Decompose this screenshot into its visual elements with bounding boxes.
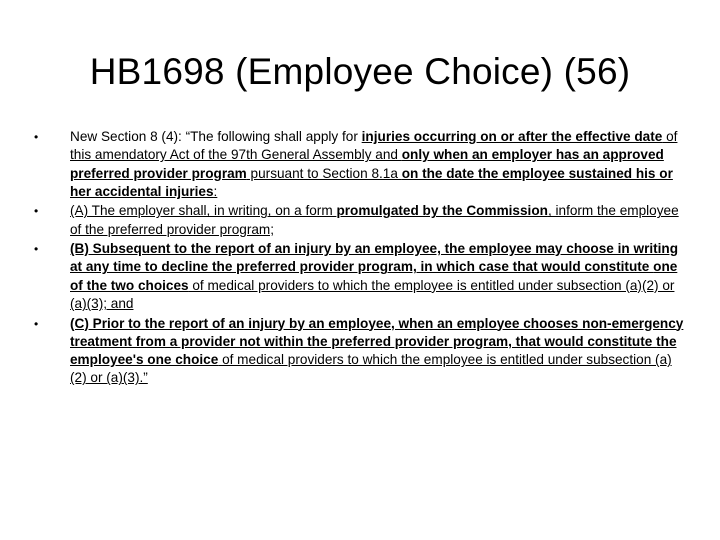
bullet-dot: • [34,242,39,257]
bullet-segment: (B) Subsequent to the report of an injury by an employee, the employee may choose in writing at any time to decline the preferred provider program, in which case that would constitute [70,241,679,275]
bullet-segment: : [213,183,218,199]
bullet-item [34,128,684,201]
bullet-dot: • [34,130,39,144]
bullet-item [34,202,684,239]
bullet-dot: • [34,204,39,219]
bullet-segment: pursuant to Section 8.1a [246,165,402,181]
bullet-segment: of medical providers to which the employee is entitled under subsection (a)(2) or (a)(3); and [70,277,675,312]
bullet-segment: , inform the employee of the preferred provider program; [70,203,679,237]
bullet-item [34,315,684,388]
bullet-segment: promulgated by the Commission [336,203,548,219]
bullet-segment: injuries occurring on or after the effective date [361,129,663,144]
slide-title: HB1698 (Employee Choice) (56) [89,51,631,92]
bullet-segment: (C) Prior to the report of an injury by an employee, when an employee chooses non-emergency treatment from a provider not within the preferred provider program, that would constitute [70,315,684,349]
bullet-item [34,240,684,313]
bullet-segment: only when an employer has an approved preferred provider program [70,147,664,181]
bullet-segment: the employee's one choice [70,333,677,368]
bullet-segment: one of the two choices [70,259,678,293]
bullet-dot: • [34,316,39,331]
bullet-list [34,128,684,389]
bullet-segment: (A) The employer shall, in writing, on a form [70,203,337,219]
bullet-segment: of medical providers to which the employee is entitled under subsection (a)(2) or (a)(3).” [70,352,672,386]
bullet-segment: on the date the employee sustained his or her accidental injuries [70,165,673,199]
bullet-segment: New Section 8 (4): “The following shall apply for [70,129,362,144]
bullet-segment: of this amendatory Act of the 97th General Assembly and [70,129,678,163]
